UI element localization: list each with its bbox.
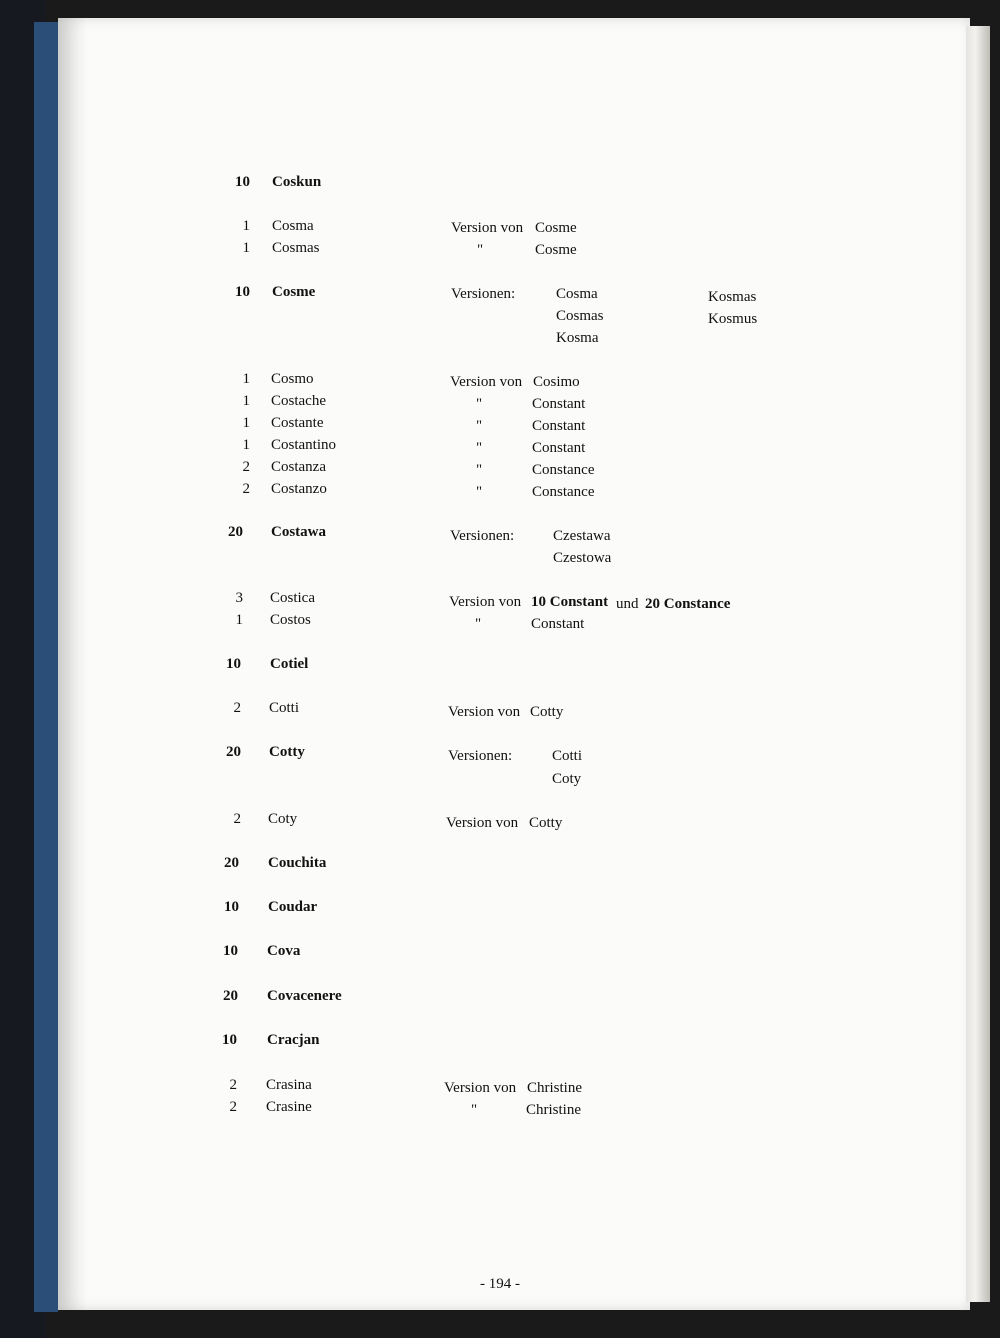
ref-prefix: Version von <box>444 1080 517 1096</box>
entry-name: Cova <box>267 943 301 959</box>
entry-name: Couchita <box>268 855 327 871</box>
entry-name: Coudar <box>268 899 318 915</box>
ref-extra-value: Kosmas <box>708 289 757 305</box>
entry-count: 2 <box>229 1099 237 1115</box>
entry-name: Costos <box>270 612 311 628</box>
ditto-mark: " <box>476 440 483 456</box>
entry-count: 1 <box>242 415 250 431</box>
entry-name: Coty <box>268 811 298 827</box>
ref-value: Constant <box>531 616 585 632</box>
ref-prefix: Versionen: <box>448 748 513 764</box>
ref-value: Christine <box>527 1080 582 1096</box>
ditto-mark: " <box>475 616 482 632</box>
entry-name: Cosmo <box>271 371 314 387</box>
entry-count: 10 <box>235 284 250 300</box>
ref-value: Cotty <box>530 704 564 720</box>
entry-name: Costantino <box>271 437 337 453</box>
ref-prefix: Versionen: <box>451 286 516 302</box>
entry-name: Costawa <box>271 524 326 540</box>
entry-count: 1 <box>242 371 250 387</box>
entry-name: Coskun <box>272 174 322 190</box>
ref-prefix: Versionen: <box>450 528 515 544</box>
ref-value: Kosma <box>556 330 599 346</box>
ref-value: Constant <box>532 440 586 456</box>
ditto-mark: " <box>477 242 484 258</box>
entry-name: Cotiel <box>270 656 309 672</box>
ref-prefix: Version von <box>448 704 521 720</box>
entry-name: Costica <box>270 590 315 606</box>
entry-count: 10 <box>223 943 238 959</box>
ref-value: 10 Constant <box>531 594 609 610</box>
ref-prefix: Version von <box>449 594 522 610</box>
ditto-mark: " <box>476 462 483 478</box>
ref-prefix: Version von <box>450 374 523 390</box>
entry-name: Costanzo <box>271 481 327 497</box>
ref-value: Czestowa <box>553 550 612 566</box>
entry-name: Cracjan <box>267 1032 320 1048</box>
entry-count: 2 <box>233 811 241 827</box>
ditto-mark: " <box>476 418 483 434</box>
entry-count: 20 <box>224 855 239 871</box>
ref-value: Cosme <box>535 242 577 258</box>
ref-value: Cotti <box>552 748 583 764</box>
ref-extra-value: Kosmus <box>708 311 758 327</box>
entry-name: Cosma <box>272 218 314 234</box>
entry-count: 20 <box>223 988 238 1004</box>
entry-count: 2 <box>229 1077 237 1093</box>
entry-name: Costache <box>271 393 326 409</box>
entry-count: 10 <box>222 1032 237 1048</box>
entry-name: Cotti <box>269 700 300 716</box>
ref-value: Constance <box>532 484 595 500</box>
ref-value: 20 Constance <box>645 596 731 612</box>
ditto-mark: " <box>471 1102 478 1118</box>
entry-count: 1 <box>242 218 250 234</box>
ref-prefix: Version von <box>446 815 519 831</box>
ref-value: Cosimo <box>533 374 580 390</box>
entry-name: Cotty <box>269 744 305 760</box>
entry-count: 20 <box>226 744 241 760</box>
ref-value: Constance <box>532 462 595 478</box>
ref-connector: und <box>616 596 639 612</box>
ref-value: Coty <box>552 771 582 787</box>
entry-count: 1 <box>242 437 250 453</box>
entry-count: 10 <box>224 899 239 915</box>
entry-name: Crasine <box>266 1099 312 1115</box>
entry-count: 10 <box>226 656 241 672</box>
ref-value: Cosme <box>535 220 577 236</box>
ditto-mark: " <box>476 396 483 412</box>
entry-count: 1 <box>242 393 250 409</box>
entry-count: 2 <box>242 481 250 497</box>
entry-count: 20 <box>228 524 243 540</box>
entry-count: 2 <box>242 459 250 475</box>
ref-value: Cotty <box>529 815 563 831</box>
entry-name: Covacenere <box>267 988 342 1004</box>
entry-name: Cosme <box>272 284 316 300</box>
entry-count: 1 <box>235 612 243 628</box>
ref-prefix: Version von <box>451 220 524 236</box>
ref-value: Cosma <box>556 286 598 302</box>
ref-value: Constant <box>532 418 586 434</box>
entry-count: 3 <box>235 590 243 606</box>
ref-value: Czestawa <box>553 528 611 544</box>
page-number: - 194 - <box>480 1276 520 1292</box>
ref-value: Cosmas <box>556 308 604 324</box>
entry-name: Cosmas <box>272 240 320 256</box>
entry-count: 10 <box>235 174 250 190</box>
ditto-mark: " <box>476 484 483 500</box>
entry-name: Costante <box>271 415 324 431</box>
entry-name: Crasina <box>266 1077 312 1093</box>
ref-value: Christine <box>526 1102 581 1118</box>
entry-count: 1 <box>242 240 250 256</box>
ref-value: Constant <box>532 396 586 412</box>
entry-count: 2 <box>233 700 241 716</box>
entry-name: Costanza <box>271 459 326 475</box>
